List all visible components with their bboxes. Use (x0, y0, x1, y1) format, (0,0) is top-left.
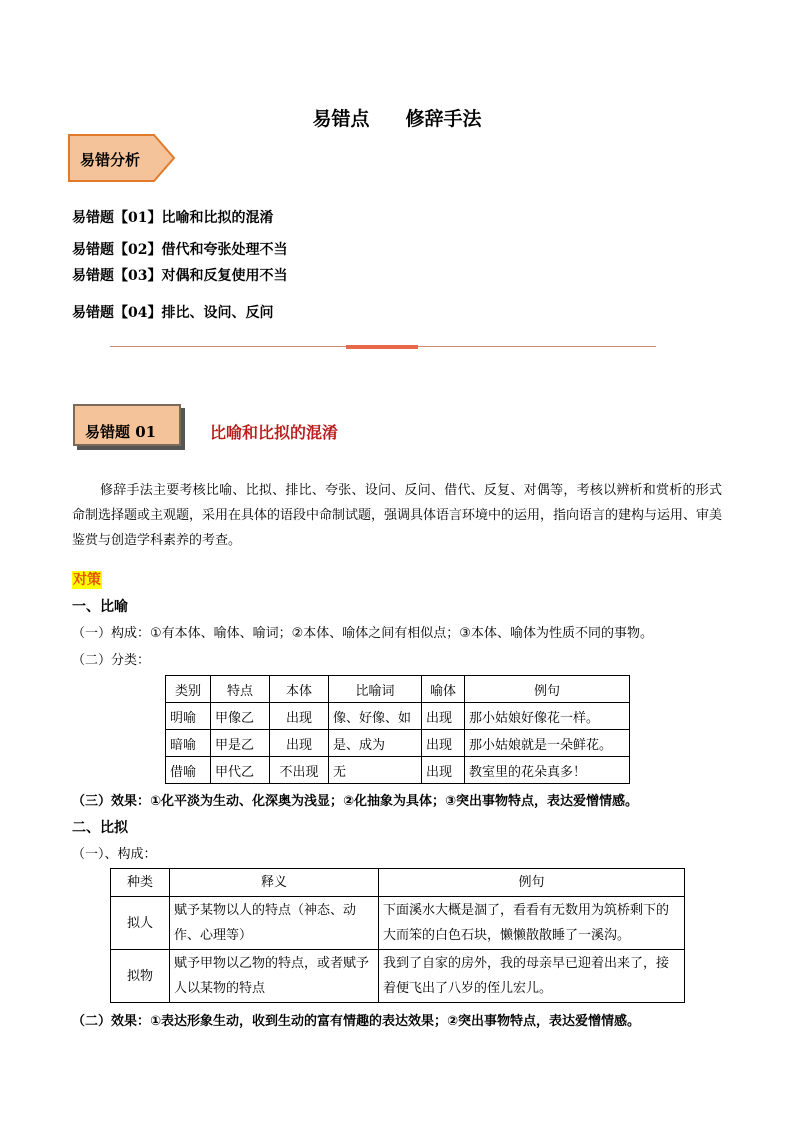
table-cell: 借喻 (166, 757, 211, 784)
simile-effect: （三）效果：①化平淡为生动、化深奥为浅显；②化抽象为具体；③突出事物特点，表达爱憎情感。 (72, 794, 639, 809)
table-cell: 无 (329, 757, 422, 784)
simile-classify: （二）分类： (72, 653, 151, 668)
table-header-row (166, 676, 630, 703)
toc-item: 易错题【01】比喻和比拟的混淆 (72, 210, 274, 226)
table-cell: 拟人 (111, 897, 170, 950)
table-cell: 出现 (422, 703, 465, 730)
strategy-label (72, 569, 102, 589)
simile-table (165, 675, 630, 784)
intro-paragraph: 修辞手法主要考核比喻、比拟、排比、夸张、设问、反问、借代、反复、对偶等，考核以辨析和赏析的形式命制选择题或主观题，采用在具体的语段中命制试题，强调具体语言环境中的运用，指向语言的建构与运用、审美鉴赏与创造学科素养的考查。 (72, 483, 723, 548)
table-cell: 出现 (422, 730, 465, 757)
table-cell: 拟物 (111, 950, 170, 1003)
title-right: 修辞手法 (405, 108, 482, 130)
personification-composition: （一）、构成： (72, 847, 157, 862)
table-cell: 是、成为 (329, 730, 422, 757)
table-cell: 下面溪水大概是涸了，看看有无数用为筑桥剩下的大而笨的白色石块，懒懒散散睡了一溪沟。 (379, 897, 685, 950)
table-row (166, 730, 630, 757)
toc-item: 易错题【03】对偶和反复使用不当 (72, 268, 288, 284)
table-cell: 像、好像、如 (329, 703, 422, 730)
table-cell: 明喻 (166, 703, 211, 730)
table-header: 释义 (170, 869, 379, 897)
title-left: 易错点 (312, 108, 370, 130)
toc-item: 易错题【02】借代和夸张处理不当 (72, 242, 288, 258)
table-cell: 出现 (422, 757, 465, 784)
section-badge-label: 易错题 01 (85, 423, 157, 441)
table-row (166, 757, 630, 784)
table-header-row (111, 869, 685, 897)
table-row (111, 950, 685, 1003)
table-cell: 那小姑娘好像花一样。 (465, 703, 630, 730)
table-cell: 出现 (270, 703, 329, 730)
badge-label: 易错分析 (80, 151, 141, 169)
table-header: 比喻词 (329, 676, 422, 703)
table-cell: 那小姑娘就是一朵鲜花。 (465, 730, 630, 757)
personification-table (110, 868, 685, 1003)
page-title (0, 104, 794, 131)
table-cell: 我到了自家的房外，我的母亲早已迎着出来了，接着便飞出了八岁的侄儿宏儿。 (379, 950, 685, 1003)
table-header: 本体 (270, 676, 329, 703)
simile-composition: （一）构成：①有本体、喻体、喻词；②本体、喻体之间有相似点；③本体、喻体为性质不同的事物。 (72, 626, 653, 641)
section-title: 比喻和比拟的混淆 (210, 423, 339, 442)
table-header: 例句 (465, 676, 630, 703)
toc-item: 易错题【04】排比、设问、反问 (72, 305, 274, 321)
table-header: 喻体 (422, 676, 465, 703)
table-row (111, 897, 685, 950)
table-cell: 出现 (270, 730, 329, 757)
table-header: 特点 (211, 676, 270, 703)
table-cell: 赋予甲物以乙物的特点，或者赋予人以某物的特点 (170, 950, 379, 1003)
simile-heading: 一、比喻 (72, 599, 128, 615)
table-cell: 教室里的花朵真多！ (465, 757, 630, 784)
table-cell: 甲是乙 (211, 730, 270, 757)
strategy-highlight: 对策 (73, 572, 101, 588)
table-cell: 赋予某物以人的特点（神态、动作、心理等） (170, 897, 379, 950)
table-cell: 不出现 (270, 757, 329, 784)
table-header: 种类 (111, 869, 170, 897)
table-cell: 暗喻 (166, 730, 211, 757)
personification-effect: （二）效果：①表达形象生动，收到生动的富有情趣的表达效果；②突出事物特点，表达爱憎情感。 (72, 1014, 641, 1029)
table-cell: 甲代乙 (211, 757, 270, 784)
table-row (166, 703, 630, 730)
personification-heading: 二、比拟 (72, 820, 128, 836)
table-header: 类别 (166, 676, 211, 703)
table-cell: 甲像乙 (211, 703, 270, 730)
divider-accent (346, 345, 418, 349)
table-header: 例句 (379, 869, 685, 897)
